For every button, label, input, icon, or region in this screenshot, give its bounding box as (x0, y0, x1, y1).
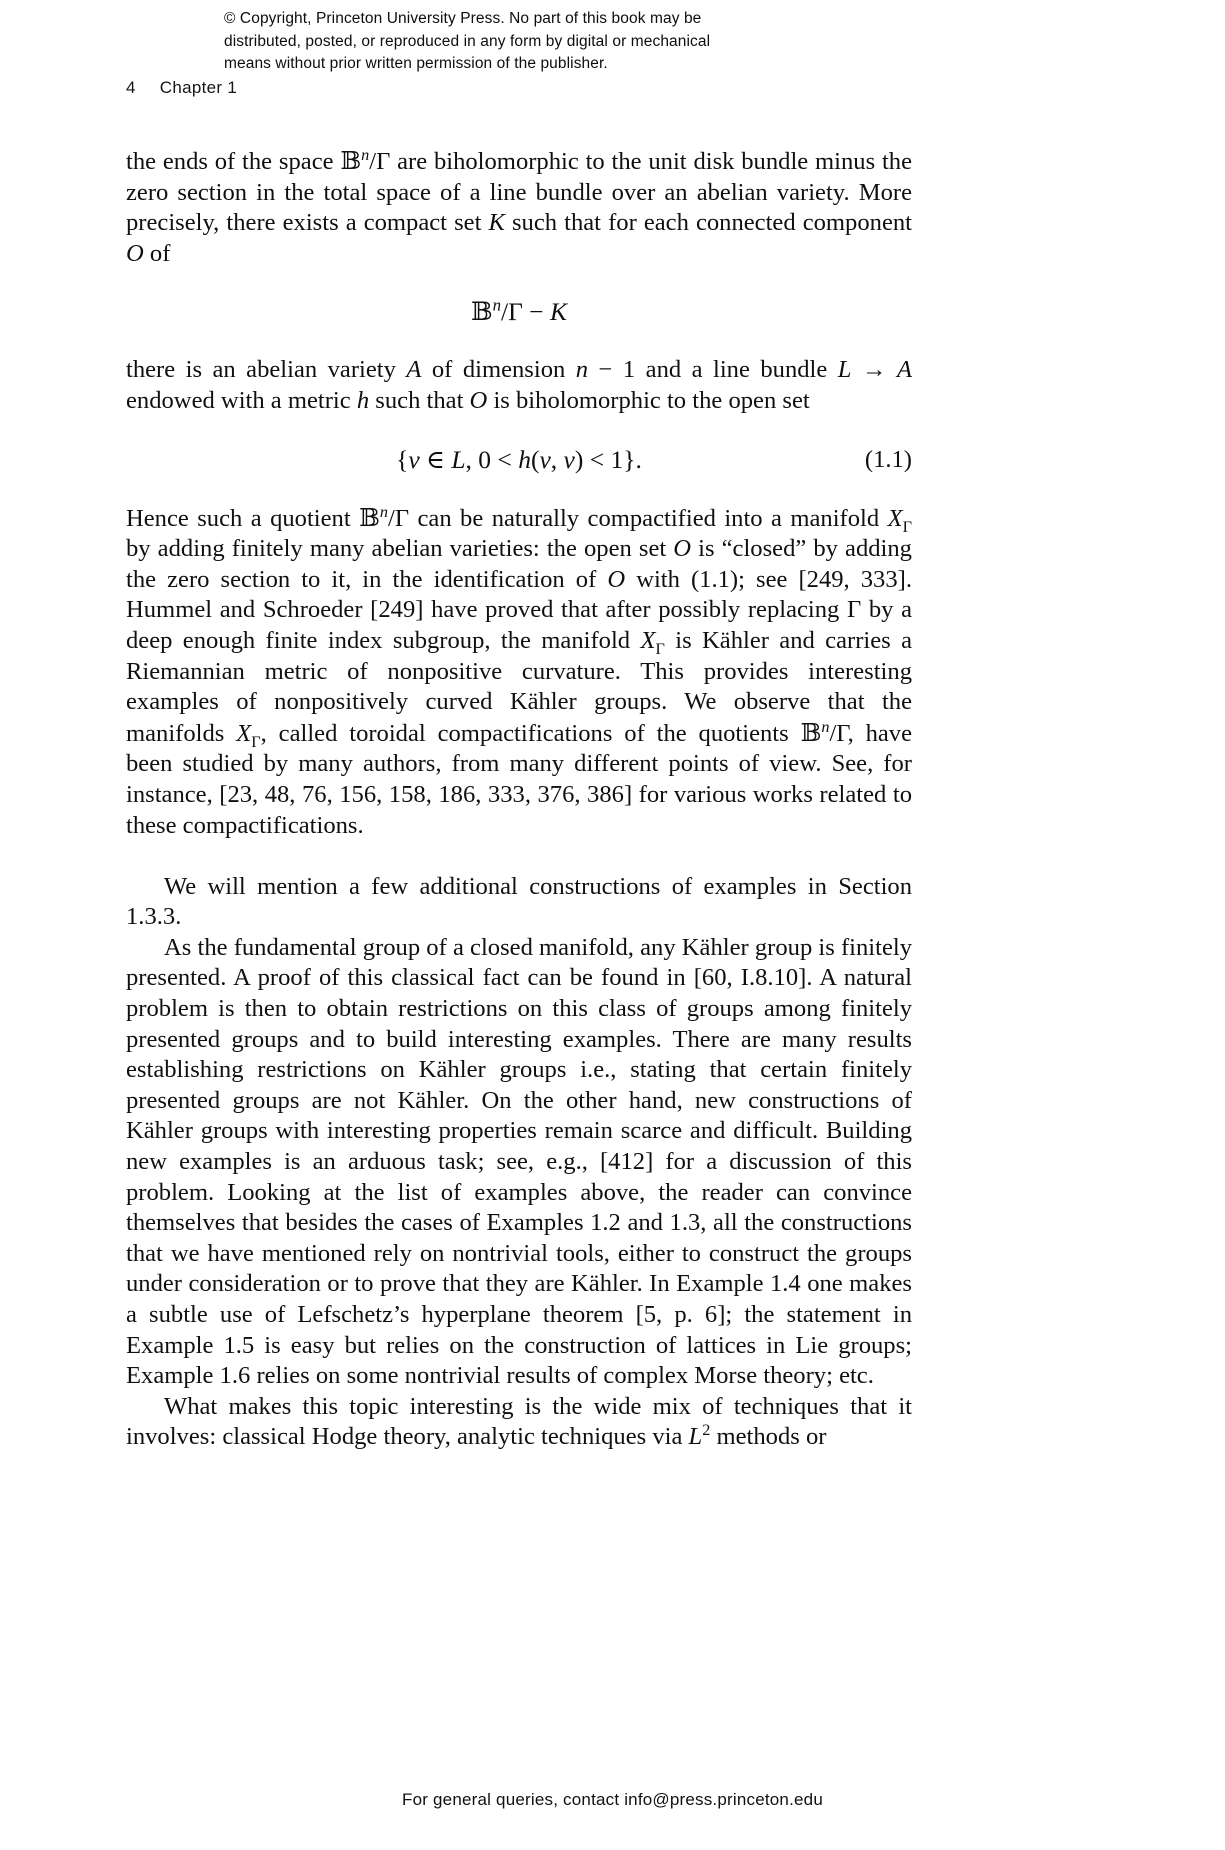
paragraph-6 (126, 1392, 912, 1453)
p3-math7: $X_\Gamma$ (236, 719, 261, 751)
p1-math1: 𝔹$^n$/Γ (340, 145, 391, 175)
p2-math4: h (356, 386, 370, 414)
equation-number: (1.1) (864, 445, 912, 473)
p1-math3: O (126, 239, 144, 267)
text-column (126, 146, 912, 1453)
p3-seg6: by a deep enough finite index subgroup, the manifold (126, 596, 912, 654)
p2-seg1: there is an abelian variety (126, 356, 407, 384)
p1-seg2: are biholomorphic to the unit disk bundle minus the zero section in the total space of a line bundle over an abelian variety. More precisely, there exists a compact set (126, 148, 912, 237)
p6-seg1: What makes this topic interesting is the wide mix of techniques that it involves: classical Hodge theory, analytic techniques via (126, 1392, 912, 1451)
p2-seg6: is biholomorphic to the open set (487, 386, 810, 414)
copyright-line-3: means without prior written permission of the publisher. (224, 55, 608, 72)
p6-math1: $L^2$ (688, 1421, 711, 1451)
running-head (126, 78, 237, 98)
paragraph-2 (126, 355, 912, 416)
p3-math1: 𝔹$^n$/Γ (359, 502, 410, 532)
p3-math6: $X_\Gamma$ (640, 626, 665, 658)
p3-seg2: can be naturally compactified into a manifold (409, 504, 888, 532)
p2-math2: n − 1 (575, 356, 636, 384)
p6-seg2: methods or (710, 1423, 827, 1451)
p2-math5: O (469, 386, 488, 414)
p3-math5: Γ (847, 596, 862, 624)
page-footer: For general queries, contact info@press.princeton.edu (402, 1790, 823, 1809)
p3-seg3: by adding finitely many abelian varieties: the open set (126, 535, 674, 563)
copyright-line-1: © Copyright, Princeton University Press. No part of this book may be (224, 10, 702, 27)
p3-math3: O (673, 535, 692, 563)
p3-seg7: is Kähler and carries a Riemannian metric of nonpositive curvature. This provides interesting examples of nonpositively curved Kähler groups. We observe that the manifolds (126, 626, 912, 747)
paragraph-1 (126, 146, 912, 269)
p2-seg4: endowed with a metric (126, 386, 357, 414)
p1-math2: K (488, 209, 505, 237)
display-equation-1 (126, 295, 912, 329)
paragraph-3 (126, 503, 912, 842)
paragraph-5: As the fundamental group of a closed manifold, any Kähler group is finitely presented. A proof of this classical fact can be found in [60, I.8.10]. A natural problem is then to obtain restrictions on this class of groups among finitely presented groups and to build interesting examples. There are many results establishing restrictions on Kähler groups i.e., stating that certain finitely presented groups are not Kähler. On the other hand, new constructions of Kähler groups with interesting properties remain scarce and difficult. Building new examples is an arduous task; see, e.g., [412] for a discussion of this problem. Looking at the list of examples above, the reader can convince themselves that besides the cases of Examples 1.2 and 1.3, all the constructions that we have mentioned rely on nontrivial tools, either to construct the groups under consideration or to prove that they are Kähler. In Example 1.4 one makes a subtle use of Lefschetz’s hyperplane theorem [5, p. 6]; the statement in Example 1.5 is easy but relies on the construction of lattices in Lie groups; Example 1.6 relies on some nontrivial results of complex Morse theory; etc. (126, 933, 912, 1390)
p2-seg2: of dimension (421, 356, 576, 384)
display-equation-2 (126, 443, 912, 477)
p3-seg1: Hence such a quotient (126, 504, 360, 532)
p1-seg3: such that for each connected component (504, 209, 912, 237)
paragraph-4: We will mention a few additional constructions of examples in Section 1.3.3. (126, 872, 912, 931)
p3-math2: $X_\Gamma$ (887, 504, 912, 536)
p3-seg4: is “closed” by adding the zero section to it, in the identification of (126, 535, 912, 593)
chapter-title: Chapter 1 (159, 78, 238, 97)
page-number: 4 (126, 78, 136, 97)
p3-seg8: , called toroidal compactifications of the quotients (260, 719, 801, 747)
p1-seg1: the ends of the space (126, 148, 341, 175)
p3-seg9: , have been studied by many authors, from many different points of view. See, for instance, [23, 48, 76, 156, 158, 186, 333, 376, 386] for various works related to these compactifications. (126, 719, 913, 839)
p2-seg3: and a line bundle (635, 356, 838, 384)
p3-math8: 𝔹$^n$/Γ (800, 717, 848, 747)
p2-seg5: such that (369, 386, 470, 414)
copyright-line-2: distributed, posted, or reproduced in any form by digital or mechanical (224, 32, 711, 50)
p3-seg5: with (1.1); see [249, 333]. Hummel and Schroeder [249] have proved that after possibly replacing (126, 565, 912, 624)
display-2-content: {v ∈ L, 0 < h(v, v) < 1}. (396, 444, 642, 474)
p3-math4: O (607, 565, 626, 593)
display-1-content: 𝔹$^n$/Γ − K (471, 295, 567, 328)
p2-math3: L → A (837, 356, 913, 384)
copyright-notice (224, 8, 824, 76)
p2-math1: A (406, 356, 422, 384)
p1-seg4: of (143, 239, 171, 267)
